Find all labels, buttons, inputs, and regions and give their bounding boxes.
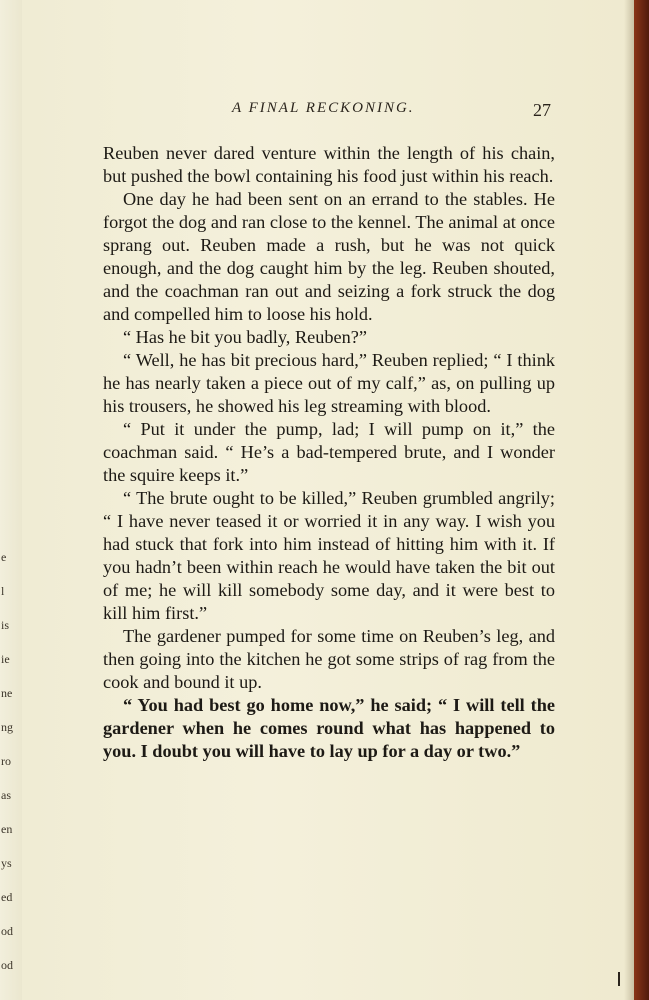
stray-mark (618, 972, 620, 986)
body-text (103, 142, 555, 763)
margin-fragment: l (1, 584, 5, 598)
margin-fragment: od (1, 924, 13, 938)
paragraph: “ The brute ought to be killed,” Reuben grumbled angrily; “ I have never teased it or worried it in any way. I wish you had stuck that fork into him instead of hitting him with it. If you hadn’t been within reach he would have taken the bit out of me; he will kill somebody some day, and it were best to kill him first.” (103, 488, 555, 623)
page-number: 27 (533, 100, 551, 120)
margin-fragment: ro (1, 754, 11, 768)
paragraph: “ Well, he has bit precious hard,” Reuben replied; “ I think he has nearly taken a piece out of my calf,” as, on pulling up his trousers, he showed his leg streaming with blood. (103, 350, 555, 416)
book-cover-edge (634, 0, 649, 1000)
margin-fragment: en (1, 822, 13, 836)
margin-fragment: is (1, 618, 10, 632)
margin-fragment: ie (1, 652, 10, 666)
book-page (22, 0, 634, 1000)
paragraph: “ Has he bit you badly, Reuben?” (123, 327, 368, 347)
margin-fragment: ed (1, 890, 13, 904)
paragraph: Reuben never dared venture within the length of his chain, but pushed the bowl containing his food just within his reach. (103, 143, 555, 186)
paragraph: One day he had been sent on an errand to the stables. He forgot the dog and ran close to the kennel. The animal at once sprang out. Reuben made a rush, but he was not quick enough, and the dog caught him by the leg. Reuben shouted, and the coachman ran out and seizing a fork struck the dog and compelled him to loose his hold. (103, 189, 555, 324)
adjacent-page-fragments (0, 540, 22, 982)
paragraph: “ You had best go home now,” he said; “ I will tell the gardener when he comes round what has happened to you. I doubt you will have to lay up for a day or two.” (103, 695, 555, 761)
margin-fragment: ne (1, 686, 13, 700)
page-gutter-shadow (624, 0, 634, 1000)
margin-fragment: as (1, 788, 11, 802)
margin-fragment: od (1, 958, 13, 972)
margin-fragment: ys (1, 856, 12, 870)
margin-fragment: ng (1, 720, 13, 734)
paragraph: “ Put it under the pump, lad; I will pump on it,” the coachman said. “ He’s a bad-tempered brute, and I wonder the squire keeps it.” (103, 419, 555, 485)
running-head: A FINAL RECKONING. (232, 100, 415, 116)
paragraph: The gardener pumped for some time on Reuben’s leg, and then going into the kitchen he got some strips of rag from the cook and bound it up. (103, 626, 555, 692)
margin-fragment: e (1, 550, 7, 564)
